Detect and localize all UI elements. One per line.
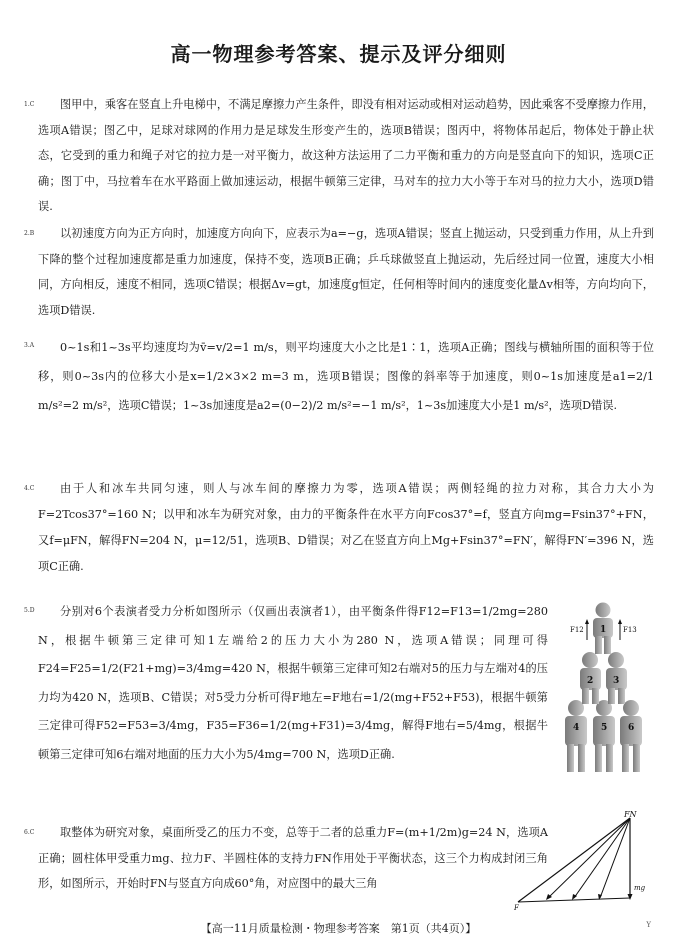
performer-label-6: 6 bbox=[628, 723, 635, 733]
performer-label-2: 2 bbox=[587, 676, 594, 686]
f-vector-2 bbox=[574, 818, 630, 898]
answer-text: 分别对6个表演者受力分析如图所示（仅画出表演者1），由平衡条件得F12=F13=1/2mg=280 N，根据牛顿第三定律可知1左端给2的压力大小为280 N，选项A错误；同理可得F24=F25=1/2(F21+mg)=3/4mg=420 N，根据牛顿第三定律可知2右端对5的压力与左端对4的压力均为420 N，选项B、C错误；对5受力分析可得F地左=F地右=1/2(mg+F52+F53)，根据牛顿第三定律可得F52=F53=3/4mg，F35=F36=1/2(mg+F31)=3/4mg，解得F地右=5/4mg，根据牛顿第三定律可知6右端对地面的压力大小为5/4mg=700 N，选项D正确. bbox=[38, 605, 548, 761]
footer-text: 【高一11月质量检测・物理参考答案 第1页（共4页）】 bbox=[200, 922, 477, 935]
performer-label-4: 4 bbox=[573, 723, 580, 733]
answer-item-4 bbox=[24, 476, 654, 580]
answer-text: 取整体为研究对象，桌面所受乙的压力不变，总等于二者的总重力F=(m+1/2m)g=24 N，选项A正确；圆柱体甲受重力mg、拉力F、半圆柱体的支持力FN作用处于平衡状态，这三个力构成封闭三角形，如图所示，开始时FN与竖直方向成60°角，对应图中的最大三角 bbox=[38, 826, 548, 890]
page-footer bbox=[0, 920, 677, 936]
answer-number: 5.D bbox=[24, 607, 35, 614]
answer-text: 图甲中，乘客在竖直上升电梯中，不满足摩擦力产生条件，即没有相对运动或相对运动趋势，因此乘客不受摩擦力作用，选项A错误；图乙中，足球对球网的作用力是足球发生形变产生的，选项B错误；图丙中，将物体吊起后，物体处于静止状态，它受到的重力和绳子对它的拉力是一对平衡力，故这种方法运用了二力平衡和重力的方向是竖直向下的知识，选项C正确；图丁中，马拉着车在水平路面上做加速运动，根据牛顿第三定律，马对车的拉力大小等于车对马的拉力大小，选项D错误. bbox=[38, 98, 654, 213]
force-triangle-figure bbox=[512, 810, 660, 910]
force-label-f12: F12 bbox=[570, 626, 584, 634]
force-label-f13: F13 bbox=[623, 626, 637, 634]
answer-number: 4.C bbox=[24, 485, 35, 492]
answer-item-1 bbox=[24, 92, 654, 220]
page-code: Y bbox=[646, 921, 651, 929]
label-f: F bbox=[514, 904, 519, 910]
base-line bbox=[518, 898, 630, 902]
performer-label-3: 3 bbox=[613, 676, 620, 686]
label-mg: mg bbox=[634, 884, 646, 892]
page-title: 高一物理参考答案、提示及评分细则 bbox=[170, 42, 507, 66]
answer-number: 2.B bbox=[24, 230, 35, 237]
answer-text: 以初速度方向为正方向时，加速度方向向下，应表示为a=−g，选项A错误；竖直上抛运动，只受到重力作用，从上升到下降的整个过程加速度都是重力加速度，保持不变，选项B正确；乒乓球做竖直上抛运动，先后经过同一位置，速度大小相同，方向相反，速度不相同，选项C错误；根据Δv=gt，加速度g恒定，任何相等时间内的速度变化量Δv相等，方向均向下，选项D错误. bbox=[38, 227, 654, 317]
human-pyramid-figure bbox=[554, 602, 650, 774]
answer-number: 1.C bbox=[24, 101, 35, 108]
answer-number: 6.C bbox=[24, 829, 35, 836]
performer-label-1: 1 bbox=[600, 625, 607, 635]
answer-text: 由于人和冰车共同匀速，则人与冰车间的摩擦力为零，选项A错误；两侧轻绳的拉力对称，其合力大小为F=2Tcos37°=160 N；以甲和冰车为研究对象，由力的平衡条件在水平方向Fcos37°=f，竖直方向mg=Fsin37°+FN，又f=μFN，解得FN=204 N，μ=12/51，选项B、D错误；对乙在竖直方向上Mg+Fsin37°=FN′，解得FN′=396 N，选项C正确. bbox=[38, 482, 654, 573]
performer-5 bbox=[593, 700, 615, 772]
label-fn: FN bbox=[624, 810, 637, 819]
answer-text: 0~1s和1~3s平均速度均为v̄=v/2=1 m/s，则平均速度大小之比是1∶1，选项A正确；图线与横轴所围的面积等于位移，则0~3s内的位移大小是x=1/2×3×2 m=3 m，选项B错误；图像的斜率等于加速度，则0~1s加速度是a1=2/1 m/s²=2 m/s²，选项C错误；1~3s加速度是a2=(0−2)/2 m/s²=−1 m/s²，1~3s加速度大小是1 m/s²，选项D错误. bbox=[38, 341, 654, 412]
performer-4 bbox=[565, 700, 587, 772]
answer-item-2 bbox=[24, 221, 654, 323]
answer-item-3 bbox=[24, 333, 654, 420]
f-vector-1 bbox=[548, 818, 630, 898]
performer-6 bbox=[620, 700, 642, 772]
answer-number: 3.A bbox=[24, 342, 35, 349]
performer-label-5: 5 bbox=[601, 723, 608, 733]
fn-vector bbox=[518, 818, 630, 902]
